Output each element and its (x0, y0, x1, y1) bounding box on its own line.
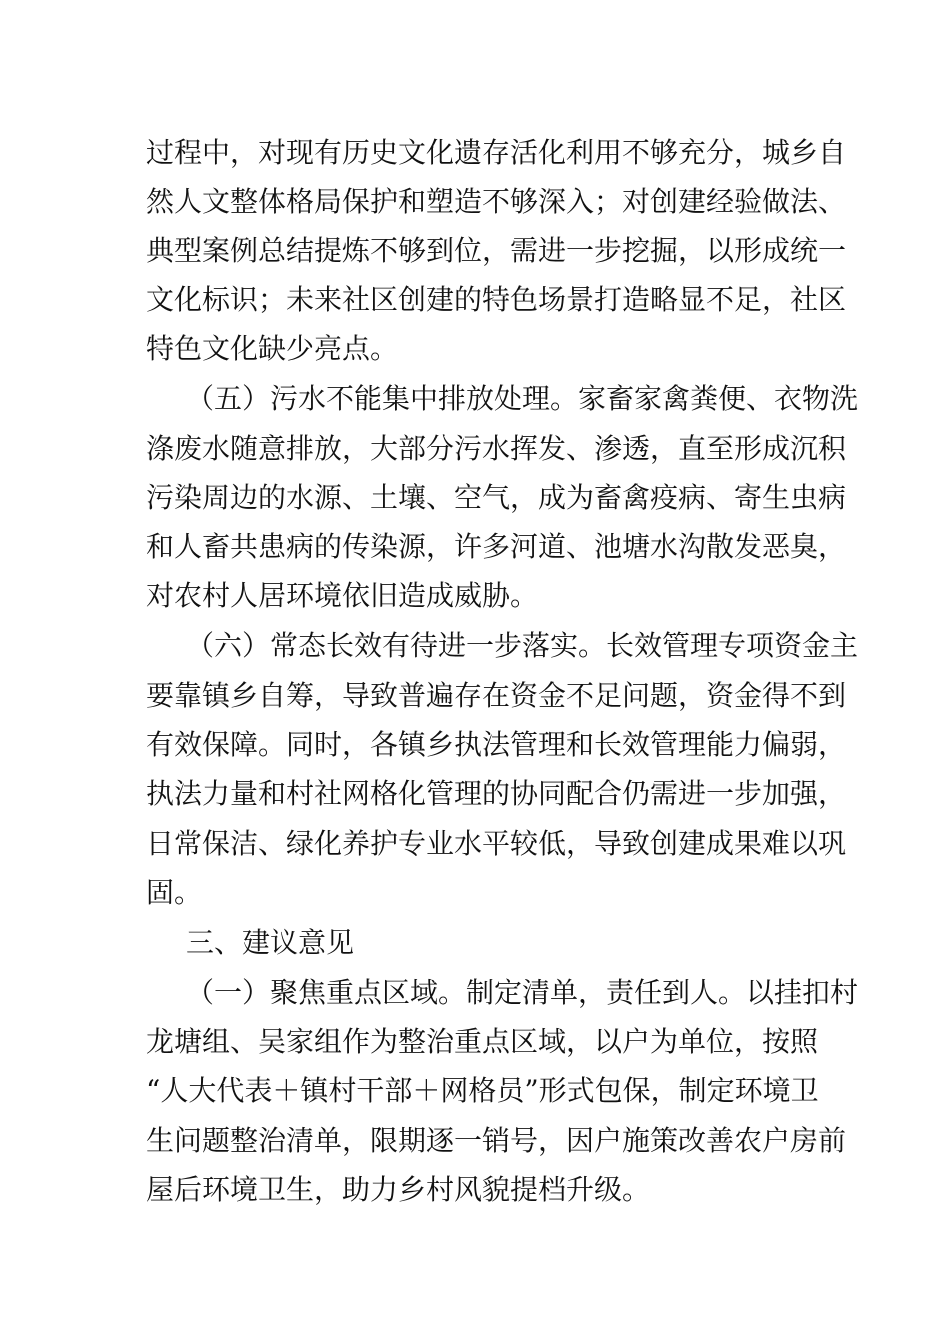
text-line: 固。 (146, 876, 203, 909)
text-line: 日常保洁、绿化养护专业水平较低，导致创建成果难以巩 (146, 827, 847, 860)
text-line: （六）常态长效有待进一步落实。长效管理专项资金主 (186, 629, 859, 662)
text-line: 典型案例总结提炼不够到位，需进一步挖掘，以形成统一 (146, 234, 847, 267)
text-line: “人大代表＋镇村干部＋网格员”形式包保，制定环境卫 (146, 1074, 819, 1107)
text-line: 执法力量和村社网格化管理的协同配合仍需进一步加强， (146, 777, 847, 810)
text-line: （一）聚焦重点区域。制定清单，责任到人。以挂扣村 (186, 976, 859, 1009)
text-line: （五）污水不能集中排放处理。家畜家禽粪便、衣物洗 (186, 382, 859, 415)
text-line: 生问题整治清单，限期逐一销号，因户施策改善农户房前 (146, 1124, 847, 1157)
text-line: 文化标识；未来社区创建的特色场景打造略显不足，社区 (146, 283, 847, 316)
text-line: 污染周边的水源、土壤、空气，成为畜禽疫病、寄生虫病 (146, 481, 847, 514)
text-line: 特色文化缺少亮点。 (146, 332, 399, 365)
text-line: 有效保障。同时，各镇乡执法管理和长效管理能力偏弱， (146, 728, 847, 761)
text-line: 然人文整体格局保护和塑造不够深入；对创建经验做法、 (146, 185, 847, 218)
text-line: 过程中，对现有历史文化遗存活化利用不够充分，城乡自 (146, 136, 847, 169)
text-line: 屋后环境卫生，助力乡村风貌提档升级。 (146, 1173, 651, 1206)
text-line: 和人畜共患病的传染源，许多河道、池塘水沟散发恶臭， (146, 530, 847, 563)
text-line: 要靠镇乡自筹，导致普遍存在资金不足问题，资金得不到 (146, 679, 847, 712)
text-line: 龙塘组、吴家组作为整治重点区域，以户为单位，按照 (146, 1025, 819, 1058)
text-line: 对农村人居环境依旧造成威胁。 (146, 579, 539, 612)
text-line: 涤废水随意排放，大部分污水挥发、渗透，直至形成沉积 (146, 432, 847, 465)
section-heading: 三、建议意见 (186, 926, 355, 959)
